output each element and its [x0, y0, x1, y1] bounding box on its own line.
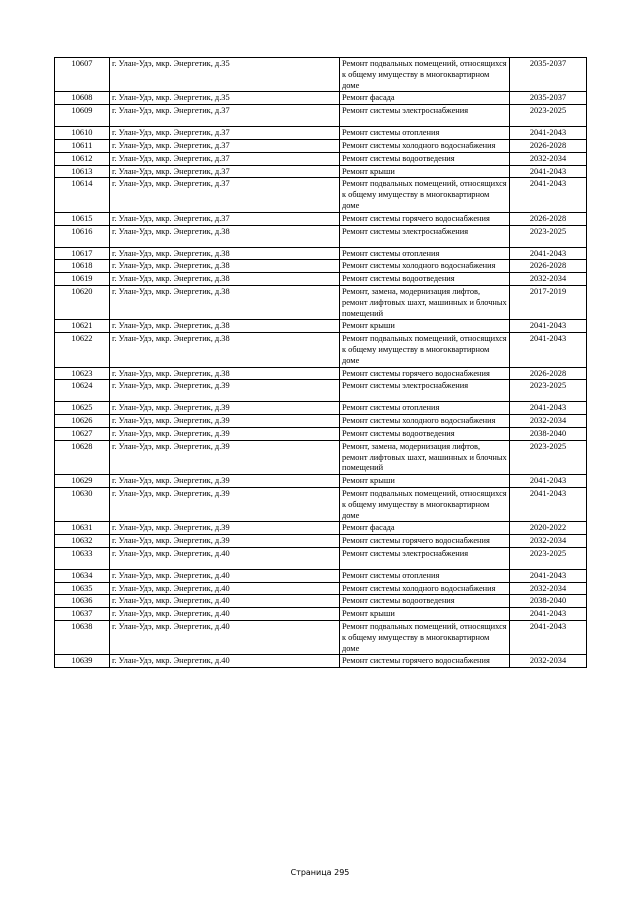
- address-cell: г. Улан-Удэ, мкр. Энергетик, д.37: [110, 152, 340, 165]
- table-row: [55, 367, 587, 380]
- period-cell: 2023-2025: [510, 105, 587, 127]
- table-row: [55, 621, 587, 655]
- repair-schedule-table: [54, 57, 587, 668]
- row-number: 10619: [55, 273, 110, 286]
- address-cell: г. Улан-Удэ, мкр. Энергетик, д.38: [110, 260, 340, 273]
- work-type-cell: Ремонт системы отопления: [340, 402, 510, 415]
- row-number: 10627: [55, 427, 110, 440]
- row-number: 10638: [55, 621, 110, 655]
- address-cell: г. Улан-Удэ, мкр. Энергетик, д.39: [110, 402, 340, 415]
- work-type-cell: Ремонт подвальных помещений, относящихся к общему имуществу в многоквартирном доме: [340, 487, 510, 521]
- row-number: 10607: [55, 58, 110, 92]
- table-row: [55, 569, 587, 582]
- address-cell: г. Улан-Удэ, мкр. Энергетик, д.40: [110, 547, 340, 569]
- table-row: [55, 178, 587, 212]
- work-type-cell: Ремонт системы горячего водоснабжения: [340, 535, 510, 548]
- row-number: 10634: [55, 569, 110, 582]
- period-cell: 2017-2019: [510, 285, 587, 319]
- period-cell: 2032-2034: [510, 415, 587, 428]
- row-number: 10611: [55, 139, 110, 152]
- row-number: 10625: [55, 402, 110, 415]
- row-number: 10633: [55, 547, 110, 569]
- work-type-cell: Ремонт системы холодного водоснабжения: [340, 415, 510, 428]
- table-row: [55, 595, 587, 608]
- table-row: [55, 225, 587, 247]
- row-number: 10613: [55, 165, 110, 178]
- work-type-cell: Ремонт системы горячего водоснабжения: [340, 367, 510, 380]
- address-cell: г. Улан-Удэ, мкр. Энергетик, д.37: [110, 105, 340, 127]
- row-number: 10621: [55, 320, 110, 333]
- work-type-cell: Ремонт крыши: [340, 165, 510, 178]
- work-type-cell: Ремонт крыши: [340, 320, 510, 333]
- address-cell: г. Улан-Удэ, мкр. Энергетик, д.38: [110, 273, 340, 286]
- address-cell: г. Улан-Удэ, мкр. Энергетик, д.38: [110, 225, 340, 247]
- row-number: 10628: [55, 440, 110, 474]
- work-type-cell: Ремонт системы отопления: [340, 247, 510, 260]
- table-row: [55, 165, 587, 178]
- period-cell: 2038-2040: [510, 595, 587, 608]
- work-type-cell: Ремонт крыши: [340, 608, 510, 621]
- table-row: [55, 152, 587, 165]
- address-cell: г. Улан-Удэ, мкр. Энергетик, д.40: [110, 595, 340, 608]
- address-cell: г. Улан-Удэ, мкр. Энергетик, д.39: [110, 475, 340, 488]
- period-cell: 2032-2034: [510, 535, 587, 548]
- table-row: [55, 522, 587, 535]
- work-type-cell: Ремонт подвальных помещений, относящихся к общему имуществу в многоквартирном доме: [340, 178, 510, 212]
- period-cell: 2023-2025: [510, 380, 587, 402]
- work-type-cell: Ремонт, замена, модернизация лифтов, ремонт лифтовых шахт, машинных и блочных помещений: [340, 285, 510, 319]
- row-number: 10631: [55, 522, 110, 535]
- table-row: [55, 608, 587, 621]
- work-type-cell: Ремонт системы холодного водоснабжения: [340, 582, 510, 595]
- row-number: 10626: [55, 415, 110, 428]
- work-type-cell: Ремонт системы горячего водоснабжения: [340, 212, 510, 225]
- period-cell: 2041-2043: [510, 487, 587, 521]
- table-row: [55, 380, 587, 402]
- table-row: [55, 402, 587, 415]
- work-type-cell: Ремонт фасада: [340, 92, 510, 105]
- period-cell: 2026-2028: [510, 367, 587, 380]
- table-row: [55, 105, 587, 127]
- work-type-cell: Ремонт системы холодного водоснабжения: [340, 139, 510, 152]
- address-cell: г. Улан-Удэ, мкр. Энергетик, д.38: [110, 285, 340, 319]
- table-row: [55, 475, 587, 488]
- period-cell: 2032-2034: [510, 582, 587, 595]
- address-cell: г. Улан-Удэ, мкр. Энергетик, д.37: [110, 165, 340, 178]
- period-cell: 2035-2037: [510, 58, 587, 92]
- address-cell: г. Улан-Удэ, мкр. Энергетик, д.37: [110, 178, 340, 212]
- work-type-cell: Ремонт, замена, модернизация лифтов, ремонт лифтовых шахт, машинных и блочных помещений: [340, 440, 510, 474]
- table-body: [55, 58, 587, 668]
- work-type-cell: Ремонт системы отопления: [340, 569, 510, 582]
- table-row: [55, 92, 587, 105]
- address-cell: г. Улан-Удэ, мкр. Энергетик, д.40: [110, 582, 340, 595]
- period-cell: 2026-2028: [510, 212, 587, 225]
- address-cell: г. Улан-Удэ, мкр. Энергетик, д.40: [110, 569, 340, 582]
- row-number: 10622: [55, 333, 110, 367]
- table-row: [55, 58, 587, 92]
- table-row: [55, 260, 587, 273]
- address-cell: г. Улан-Удэ, мкр. Энергетик, д.38: [110, 247, 340, 260]
- period-cell: 2041-2043: [510, 333, 587, 367]
- table-row: [55, 273, 587, 286]
- row-number: 10610: [55, 127, 110, 140]
- period-cell: 2041-2043: [510, 475, 587, 488]
- table-row: [55, 139, 587, 152]
- period-cell: 2023-2025: [510, 440, 587, 474]
- row-number: 10612: [55, 152, 110, 165]
- page-number: Страница 295: [290, 868, 350, 877]
- table-row: [55, 427, 587, 440]
- period-cell: 2032-2034: [510, 655, 587, 668]
- work-type-cell: Ремонт системы холодного водоснабжения: [340, 260, 510, 273]
- period-cell: 2041-2043: [510, 621, 587, 655]
- address-cell: г. Улан-Удэ, мкр. Энергетик, д.39: [110, 415, 340, 428]
- address-cell: г. Улан-Удэ, мкр. Энергетик, д.35: [110, 58, 340, 92]
- address-cell: г. Улан-Удэ, мкр. Энергетик, д.40: [110, 655, 340, 668]
- work-type-cell: Ремонт подвальных помещений, относящихся к общему имуществу в многоквартирном доме: [340, 58, 510, 92]
- row-number: 10615: [55, 212, 110, 225]
- address-cell: г. Улан-Удэ, мкр. Энергетик, д.39: [110, 522, 340, 535]
- work-type-cell: Ремонт системы водоотведения: [340, 427, 510, 440]
- work-type-cell: Ремонт крыши: [340, 475, 510, 488]
- work-type-cell: Ремонт системы водоотведения: [340, 152, 510, 165]
- address-cell: г. Улан-Удэ, мкр. Энергетик, д.39: [110, 380, 340, 402]
- row-number: 10614: [55, 178, 110, 212]
- period-cell: 2023-2025: [510, 225, 587, 247]
- period-cell: 2032-2034: [510, 152, 587, 165]
- work-type-cell: Ремонт фасада: [340, 522, 510, 535]
- period-cell: 2020-2022: [510, 522, 587, 535]
- work-type-cell: Ремонт системы электроснабжения: [340, 225, 510, 247]
- row-number: 10636: [55, 595, 110, 608]
- table-row: [55, 247, 587, 260]
- row-number: 10620: [55, 285, 110, 319]
- table-row: [55, 582, 587, 595]
- period-cell: 2041-2043: [510, 402, 587, 415]
- period-cell: 2041-2043: [510, 320, 587, 333]
- period-cell: 2041-2043: [510, 569, 587, 582]
- row-number: 10623: [55, 367, 110, 380]
- table-row: [55, 535, 587, 548]
- address-cell: г. Улан-Удэ, мкр. Энергетик, д.37: [110, 139, 340, 152]
- address-cell: г. Улан-Удэ, мкр. Энергетик, д.39: [110, 487, 340, 521]
- table-row: [55, 440, 587, 474]
- row-number: 10609: [55, 105, 110, 127]
- address-cell: г. Улан-Удэ, мкр. Энергетик, д.39: [110, 427, 340, 440]
- row-number: 10637: [55, 608, 110, 621]
- work-type-cell: Ремонт системы электроснабжения: [340, 105, 510, 127]
- work-type-cell: Ремонт системы горячего водоснабжения: [340, 655, 510, 668]
- work-type-cell: Ремонт системы электроснабжения: [340, 380, 510, 402]
- period-cell: 2023-2025: [510, 547, 587, 569]
- row-number: 10618: [55, 260, 110, 273]
- period-cell: 2038-2040: [510, 427, 587, 440]
- period-cell: 2026-2028: [510, 139, 587, 152]
- work-type-cell: Ремонт подвальных помещений, относящихся к общему имуществу в многоквартирном доме: [340, 621, 510, 655]
- period-cell: 2026-2028: [510, 260, 587, 273]
- table-row: [55, 127, 587, 140]
- row-number: 10632: [55, 535, 110, 548]
- work-type-cell: Ремонт системы электроснабжения: [340, 547, 510, 569]
- table-row: [55, 547, 587, 569]
- address-cell: г. Улан-Удэ, мкр. Энергетик, д.40: [110, 621, 340, 655]
- table-row: [55, 655, 587, 668]
- table-row: [55, 320, 587, 333]
- work-type-cell: Ремонт системы водоотведения: [340, 273, 510, 286]
- period-cell: 2041-2043: [510, 127, 587, 140]
- period-cell: 2041-2043: [510, 608, 587, 621]
- table-row: [55, 415, 587, 428]
- period-cell: 2032-2034: [510, 273, 587, 286]
- work-type-cell: Ремонт системы отопления: [340, 127, 510, 140]
- address-cell: г. Улан-Удэ, мкр. Энергетик, д.39: [110, 535, 340, 548]
- address-cell: г. Улан-Удэ, мкр. Энергетик, д.35: [110, 92, 340, 105]
- row-number: 10629: [55, 475, 110, 488]
- row-number: 10608: [55, 92, 110, 105]
- table-row: [55, 487, 587, 521]
- period-cell: 2035-2037: [510, 92, 587, 105]
- address-cell: г. Улан-Удэ, мкр. Энергетик, д.37: [110, 212, 340, 225]
- row-number: 10635: [55, 582, 110, 595]
- work-type-cell: Ремонт системы водоотведения: [340, 595, 510, 608]
- row-number: 10639: [55, 655, 110, 668]
- row-number: 10630: [55, 487, 110, 521]
- period-cell: 2041-2043: [510, 247, 587, 260]
- period-cell: 2041-2043: [510, 165, 587, 178]
- address-cell: г. Улан-Удэ, мкр. Энергетик, д.39: [110, 440, 340, 474]
- work-type-cell: Ремонт подвальных помещений, относящихся к общему имуществу в многоквартирном доме: [340, 333, 510, 367]
- table-row: [55, 285, 587, 319]
- period-cell: 2041-2043: [510, 178, 587, 212]
- address-cell: г. Улан-Удэ, мкр. Энергетик, д.38: [110, 320, 340, 333]
- table-row: [55, 333, 587, 367]
- row-number: 10616: [55, 225, 110, 247]
- address-cell: г. Улан-Удэ, мкр. Энергетик, д.40: [110, 608, 340, 621]
- address-cell: г. Улан-Удэ, мкр. Энергетик, д.38: [110, 367, 340, 380]
- row-number: 10624: [55, 380, 110, 402]
- table-row: [55, 212, 587, 225]
- address-cell: г. Улан-Удэ, мкр. Энергетик, д.37: [110, 127, 340, 140]
- address-cell: г. Улан-Удэ, мкр. Энергетик, д.38: [110, 333, 340, 367]
- row-number: 10617: [55, 247, 110, 260]
